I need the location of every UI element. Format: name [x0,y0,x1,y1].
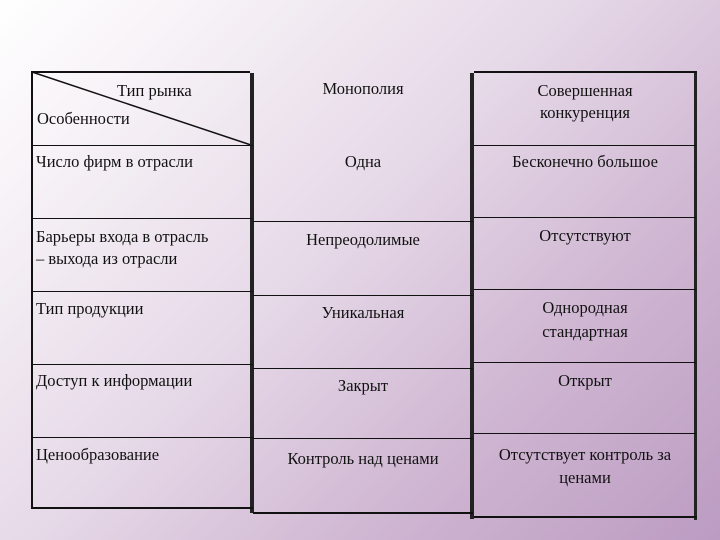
row-2-label-2: – выхода из отрасли [36,249,178,268]
row-1-col1: Одна [344,152,382,171]
row-5-col2-2: ценами [559,468,611,487]
row-line-2c [474,217,696,218]
col-sep-3 [694,71,697,520]
row-4-label: Доступ к информации [36,371,193,390]
header-corner-bottom: Особенности [37,109,130,128]
header-corner-top: Тип рынка [117,81,192,100]
row-line-5c [474,433,696,434]
col-sep-2 [470,73,474,519]
row-3-col2-1: Однородная [542,298,628,317]
bottom-border-1 [31,507,253,509]
row-line-2b [253,221,473,222]
row-line-3a [31,291,253,292]
row-line-5b [253,438,473,439]
row-line-4b [253,368,473,369]
col-sep-1 [250,73,254,513]
row-5-label: Ценообразование [36,445,160,464]
row-4-col1: Закрыт [337,376,389,395]
top-border-2 [474,71,697,73]
row-line-2a [31,218,253,219]
row-line-3b [253,295,473,296]
row-line-4a [31,364,253,365]
header-col-competition-2: конкуренция [540,103,630,122]
bottom-border-3 [474,516,697,518]
row-line-5a [31,437,253,438]
bottom-border-2 [253,512,473,514]
row-line-1a [31,145,253,146]
row-2-label-1: Барьеры входа в отрасль [36,227,209,246]
header-col-monopoly: Монополия [322,79,404,98]
row-line-3c [474,289,696,290]
row-line-4c [474,362,696,363]
row-3-col1: Уникальная [321,303,405,322]
header-col-competition-1: Совершенная [537,81,633,100]
row-5-col1: Контроль над ценами [287,449,439,468]
row-3-label: Тип продукции [36,299,144,318]
row-2-col2: Отсутствуют [539,226,631,245]
row-4-col2: Открыт [558,371,612,390]
row-2-col1: Непреодолимые [306,230,420,249]
row-1-col2: Бесконечно большое [512,152,658,171]
row-5-col2-1: Отсутствует контроль за [498,445,672,464]
row-1-label: Число фирм в отрасли [36,152,193,171]
row-3-col2-2: стандартная [542,322,628,341]
row-line-1c [474,145,696,146]
